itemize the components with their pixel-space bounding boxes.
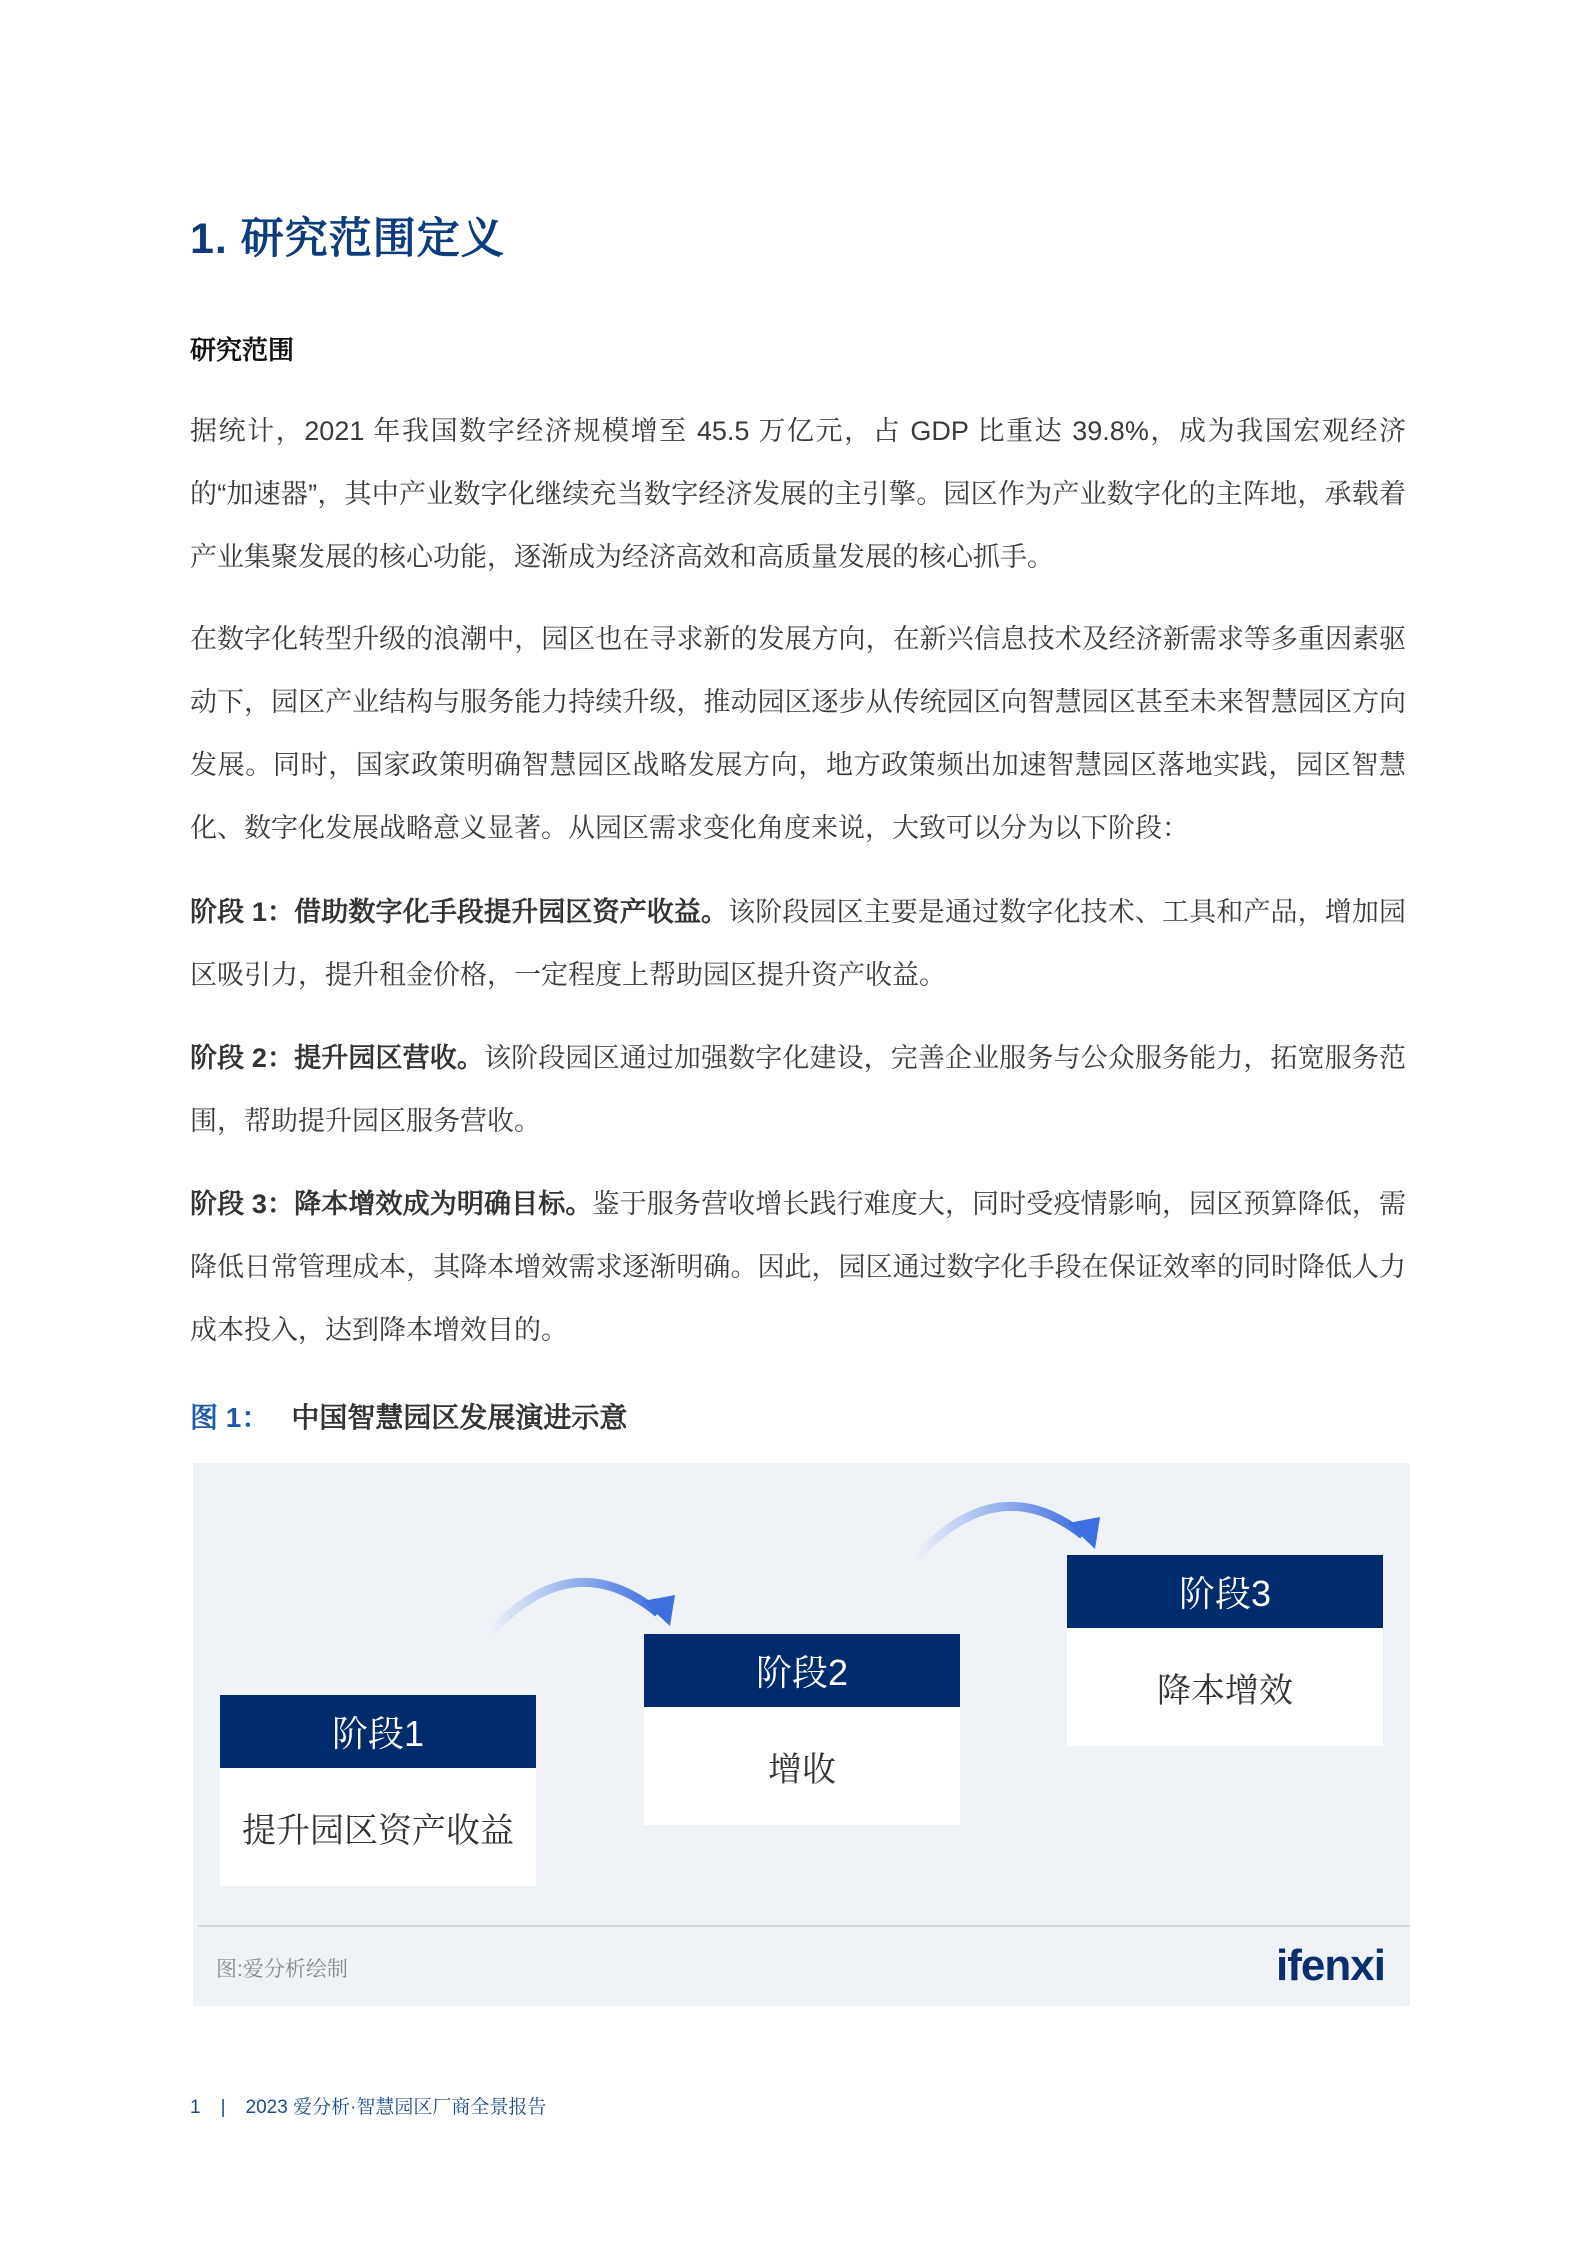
stage-card <box>1067 1555 1383 1746</box>
paragraph-bold: 阶段 2：提升园区营收。 <box>190 1043 484 1073</box>
stage-card <box>644 1634 960 1825</box>
figure-source: 图:爱分析绘制 <box>216 1958 348 1981</box>
footer-text: 2023 爱分析·智慧园区厂商全景报告 <box>245 2097 547 2118</box>
footer-separator: | <box>220 2097 226 2118</box>
paragraph <box>190 400 1406 589</box>
figure-number: 图 1： <box>190 1402 270 1433</box>
paragraph <box>190 1173 1406 1362</box>
paragraph-text: 该阶段园区通过加强数字化建设，完善企业服务与公众服务能力，拓宽服务范围，帮助提升园区服务营收。 <box>190 1043 1406 1136</box>
section-subtitle: 研究范围 <box>190 335 295 365</box>
page-footer <box>190 2092 566 2119</box>
stage-desc: 增收 <box>768 1750 836 1789</box>
paragraph <box>190 608 1406 860</box>
page-number: 1 <box>190 2097 201 2118</box>
arrow-icon <box>916 1506 1100 1558</box>
stage-label: 阶段1 <box>220 1695 536 1768</box>
ifenxi-logo: ifenxi <box>1276 1941 1385 1990</box>
arrow-icon <box>490 1582 675 1633</box>
stage-card <box>220 1695 536 1886</box>
paragraph-text: 据统计，2021 年我国数字经济规模增至 45.5 万亿元，占 GDP 比重达 39.8%，成为我国宏观经济的“加速器”，其中产业数字化继续充当数字经济发展的主引擎。园区作为产业数字化的主阵地，承载着产业集聚发展的核心功能，逐渐成为经济高效和高质量发展的核心抓手。 <box>190 416 1406 572</box>
paragraph-text: 该阶段园区主要是通过数字化技术、工具和产品，增加园区吸引力，提升租金价格，一定程度上帮助园区提升资产收益。 <box>190 897 1406 990</box>
paragraph-text: 鉴于服务营收增长践行难度大，同时受疫情影响，园区预算降低，需降低日常管理成本，其降本增效需求逐渐明确。因此，园区通过数字化手段在保证效率的同时降低人力成本投入，达到降本增效目的。 <box>190 1189 1406 1345</box>
paragraph-bold: 阶段 1：借助数字化手段提升园区资产收益。 <box>190 897 729 927</box>
paragraph <box>190 1027 1406 1153</box>
paragraph-bold: 阶段 3：降本增效成为明确目标。 <box>190 1189 593 1219</box>
paragraph-text: 在数字化转型升级的浪潮中，园区也在寻求新的发展方向，在新兴信息技术及经济新需求等多重因素驱动下，园区产业结构与服务能力持续升级，推动园区逐步从传统园区向智慧园区甚至未来智慧园区方向发展。同时，国家政策明确智慧园区战略发展方向，地方政策频出加速智慧园区落地实践，园区智慧化、数字化发展战略意义显著。从园区需求变化角度来说，大致可以分为以下阶段： <box>190 624 1406 843</box>
stage-desc: 降本增效 <box>1157 1671 1293 1710</box>
stage-desc: 提升园区资产收益 <box>242 1811 514 1850</box>
figure-caption <box>190 1396 627 1436</box>
figure-diagram <box>193 1463 1410 2006</box>
stage-label: 阶段2 <box>644 1634 960 1707</box>
divider <box>198 1925 1410 1927</box>
figure-caption-text: 中国智慧园区发展演进示意 <box>291 1402 628 1433</box>
page-title: 1. 研究范围定义 <box>190 215 505 263</box>
paragraph <box>190 881 1406 1007</box>
stage-label: 阶段3 <box>1067 1555 1383 1628</box>
